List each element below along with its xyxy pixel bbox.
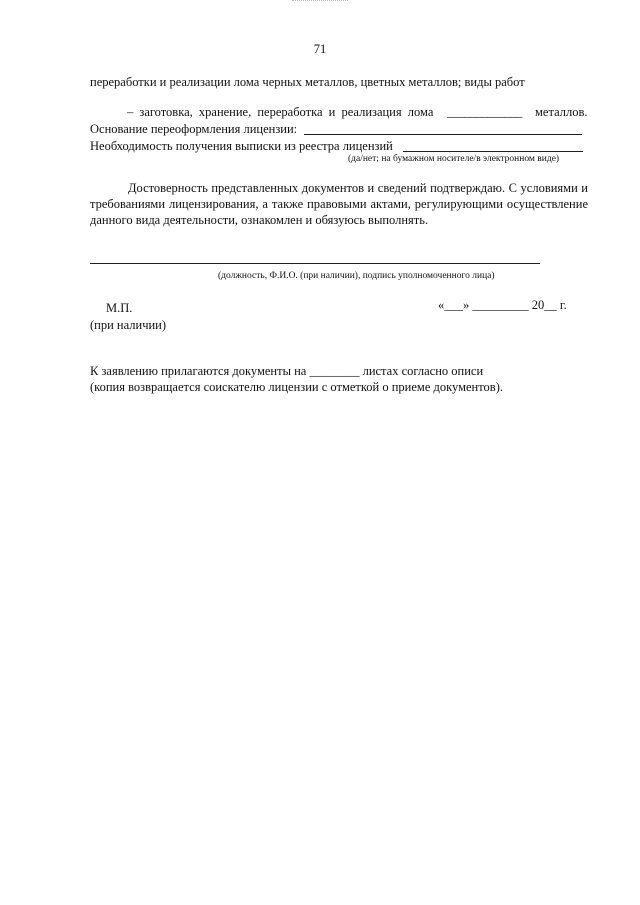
declaration-paragraph: Достоверность представленных документов и сведений подтверждаю. С условиями и требованиями лицензирования, а также правовыми актами, регулирующими осуществление данного вида деятельности, ознакомлен и обязуюсь выполнять. [90, 181, 588, 227]
scan-artifact [292, 0, 348, 4]
blank-metal-type: _____________ [447, 105, 522, 119]
text-line-2-suffix: металлов. [535, 105, 588, 119]
attachments-line-2: (копия возвращается соискателю лицензии с отметкой о приеме документов). [90, 380, 503, 394]
signature-line [90, 263, 540, 264]
extract-need-blank [403, 151, 583, 152]
signature-hint: (должность, Ф.И.О. (при наличии), подпись уполномоченного лица) [218, 271, 495, 281]
date-line: «___» _________ 20__ г. [438, 298, 567, 312]
reissue-basis-label: Основание переоформления лицензии: [90, 122, 298, 136]
text-line-1: переработки и реализации лома черных металлов, цветных металлов; виды работ [90, 75, 525, 89]
page-number: 71 [313, 42, 327, 56]
extract-need-hint: (да/нет; на бумажном носителе/в электронном виде) [348, 154, 560, 164]
stamp-note: (при наличии) [90, 318, 167, 332]
attachments-line-1: К заявлению прилагаются документы на ________ листах согласно описи [90, 364, 484, 378]
stamp-label: М.П. [106, 301, 133, 315]
reissue-basis-blank [304, 134, 582, 135]
text-line-2-prefix: – заготовка, хранение, переработка и реализация лома [127, 105, 434, 119]
extract-need-label: Необходимость получения выписки из реестра лицензий [90, 139, 393, 153]
